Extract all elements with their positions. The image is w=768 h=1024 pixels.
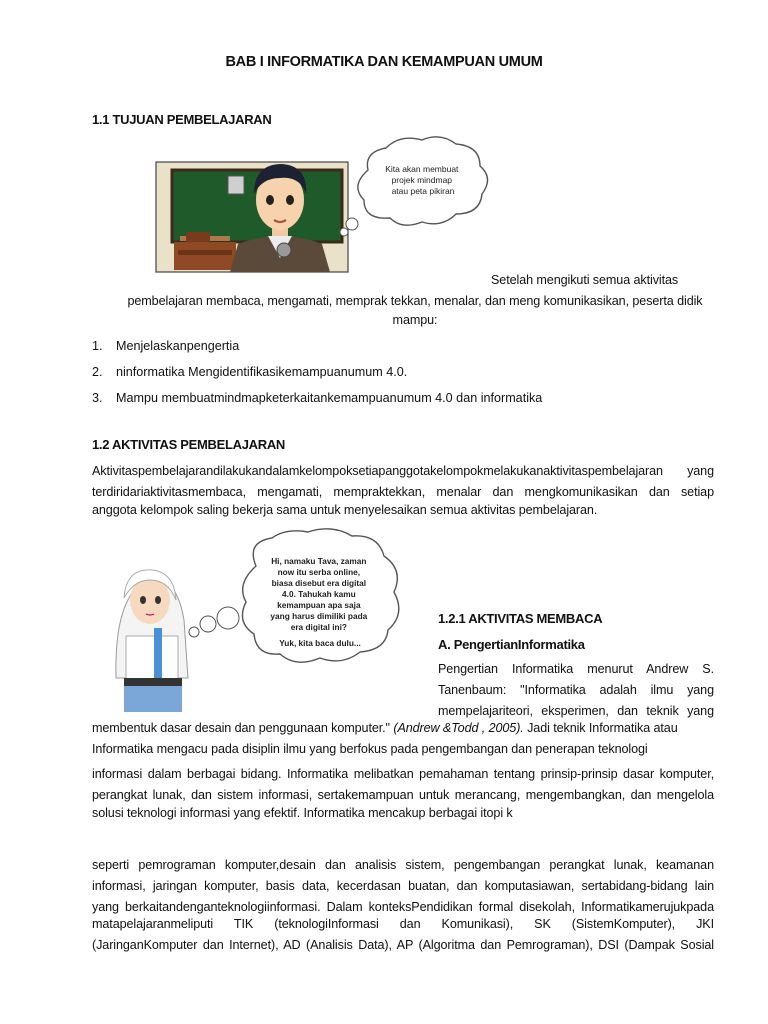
bubble-line: 4.0. Tahukah kamu bbox=[282, 589, 356, 599]
paragraph-line: Tanenbaum: "Informatika adalah ilmu yang bbox=[438, 683, 714, 697]
bubble-line: Hi, namaku Tava, zaman bbox=[271, 556, 367, 566]
bubble-line: Yuk, kita baca dulu... bbox=[279, 638, 361, 648]
list-item: 3. Mampu membuatmindmapketerkaitankemampuanumum 4.0 dan informatika bbox=[92, 391, 543, 405]
paragraph-line: Informatika mengacu pada disiplin ilmu yang berfokus pada pengembangan dan penerapan teknologi bbox=[92, 742, 648, 756]
paragraph-line: anggota kelompok saling bekerja sama untuk menyelesaikan semua aktivitas pembelajaran. bbox=[92, 503, 598, 517]
bubble-line: yang harus dimiliki pada bbox=[270, 611, 368, 621]
paragraph-line: matapelajaranmeliputi TIK (teknologiInformasi dan Komunikasi), SK (SistemKomputer), JKI bbox=[92, 917, 714, 931]
intro-line-3: mampu: bbox=[392, 313, 438, 327]
paragraph-line: membentuk dasar desain dan penggunaan komputer." (Andrew &Todd , 2005). Jadi teknik Informatika atau bbox=[92, 721, 678, 735]
bubble-line: kemampuan apa saja bbox=[277, 600, 361, 610]
paragraph-line: yang berkaitandenganteknologiinformasi. Dalam konteksPendidikan formal disekolah, Informatikamerujukpada bbox=[92, 900, 714, 914]
teacher-illustration bbox=[150, 132, 495, 274]
paragraph-line: (JaringanKomputer dan Internet), AD (Analisis Data), AP (Algoritma dan Pemrograman), DSI (Dampak Sosial bbox=[92, 938, 714, 952]
section-heading-membaca: 1.2.1 AKTIVITAS MEMBACA bbox=[438, 611, 603, 626]
intro-line-2: pembelajaran membaca, mengamati, memprak tekkan, menalar, dan meng komunikasikan, peserta didik bbox=[127, 294, 703, 308]
bubble-line: era digital ini? bbox=[290, 622, 347, 632]
section-heading-tujuan: 1.1 TUJUAN PEMBELAJARAN bbox=[92, 112, 272, 127]
paragraph-line: perangkat lunak, dan sistem informasi, sertakemampuan untuk merancang, mengembangkan, dan mengelola bbox=[92, 788, 714, 802]
section-heading-aktivitas: 1.2 AKTIVITAS PEMBELAJARAN bbox=[92, 437, 286, 452]
objectives-list bbox=[92, 336, 542, 414]
student-illustration bbox=[96, 528, 426, 713]
bubble-line: projek mindmap bbox=[391, 175, 453, 185]
bubble-line: Kita akan membuat bbox=[385, 164, 459, 174]
list-item: 2. ninformatika Mengidentifikasikemampuanumum 4.0. bbox=[92, 365, 408, 379]
svg-text:Kita akan membuat projek bbox=[385, 164, 461, 196]
list-item: 1. Menjelaskanpengertia bbox=[92, 339, 240, 353]
paragraph-line: Aktivitaspembelajarandilakukandalamkelompoksetiapanggotakelompokmelakukanaktivitaspembelajaran yang bbox=[92, 464, 714, 478]
paragraph-line: mempelajariteori, eksperimen, dan teknik yang bbox=[438, 704, 714, 718]
paragraph-line: terdiridariaktivitasmembaca, mengamati, mempraktekkan, menalar dan mengkomunikasikan dan setiap bbox=[92, 485, 714, 499]
paragraph-line: informasi dalam berbagai bidang. Informatika melibatkan pemahaman tentang prinsip-prinsip dasar komputer, bbox=[92, 767, 714, 781]
intro-line-1: Setelah mengikuti semua aktivitas bbox=[491, 273, 679, 287]
citation: (Andrew &Todd , 2005). bbox=[393, 721, 524, 735]
bubble-line: biasa disebut era digital bbox=[271, 578, 367, 588]
paragraph-line: Pengertian Informatika menurut Andrew S. bbox=[438, 662, 714, 676]
subheading-pengertian: A. PengertianInformatika bbox=[438, 637, 585, 652]
bubble-line: atau peta pikiran bbox=[391, 186, 455, 196]
paragraph-line: informasi, jaringan komputer, basis data, kecerdasan buatan, dan komputasiawan, sertabidang-bidang lain bbox=[92, 879, 714, 893]
bubble-line: now itu serba online, bbox=[277, 567, 361, 577]
paragraph-line: seperti pemrograman komputer,desain dan analisis sistem, pengembangan perangkat lunak, keamanan bbox=[92, 858, 714, 872]
page-title: BAB I INFORMATIKA DAN KEMAMPUAN UMUM bbox=[225, 54, 543, 70]
paragraph-line: solusi teknologi informasi yang efektif. Informatika mencakup berbagai itopi k bbox=[92, 806, 513, 820]
